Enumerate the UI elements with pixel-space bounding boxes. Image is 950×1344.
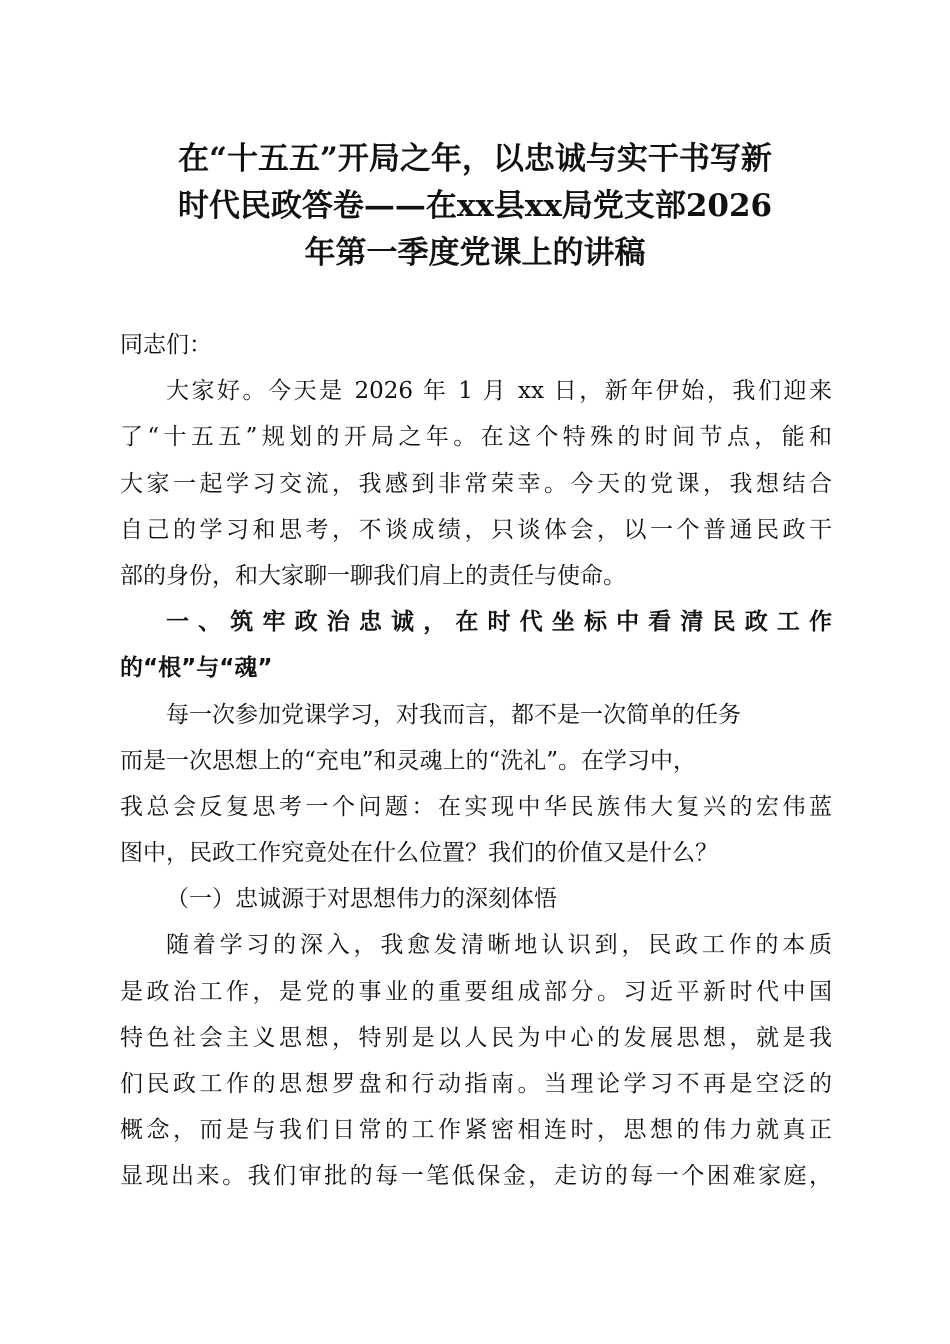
paragraph-line: 我总会反复思考一个问题：在实现中华民族伟大复兴的宏伟蓝 (120, 793, 832, 820)
section-1-paragraph (120, 692, 832, 877)
heading-line: 一、筑牢政治忠诚，在时代坐标中看清民政工作 (166, 609, 832, 636)
salutation: 同志们： (120, 332, 212, 358)
document-body (120, 322, 832, 1200)
paragraph-line: 显现出来。我们审批的每一笔低保金，走访的每一个困难家庭， (120, 1163, 832, 1190)
subsection-heading: （一）忠诚源于对思想伟力的深刻体悟 (166, 886, 557, 913)
heading-line: 的“根”与“魂” (120, 655, 273, 682)
paragraph-line: 随着学习的深入，我愈发清晰地认识到，民政工作的本质 (166, 932, 832, 959)
subsection-paragraph (120, 922, 832, 1199)
paragraph-line: 而是一次思想上的“充电”和灵魂上的“洗礼”。在学习中， (120, 747, 697, 774)
paragraph-line: 大家好。今天是 2026 年 1 月 xx 日，新年伊始，我们迎来 (166, 378, 832, 405)
intro-paragraph (120, 368, 832, 599)
paragraph-line: 图中，民政工作究竟处在什么位置？我们的价值又是什么？ (120, 840, 718, 867)
section-heading-1 (120, 599, 832, 691)
paragraph-line: 是政治工作，是党的事业的重要组成部分。习近平新时代中国 (120, 978, 832, 1005)
paragraph-line: 部的身份，和大家聊一聊我们肩上的责任与使命。 (120, 562, 626, 589)
paragraph-line: 概念，而是与我们日常的工作紧密相连时，思想的伟力就真正 (120, 1117, 832, 1144)
paragraph-line: 每一次参加党课学习，对我而言，都不是一次简单的任务 (166, 701, 741, 728)
paragraph-line: 自己的学习和思考，不谈成绩，只谈体会，以一个普通民政干 (120, 516, 832, 543)
paragraph-line: 了“十五五”规划的开局之年。在这个特殊的时间节点，能和 (120, 424, 832, 451)
paragraph-line: 特色社会主义思想，特别是以人民为中心的发展思想，就是我 (120, 1024, 832, 1051)
document-title (118, 136, 832, 277)
title-line: 年第一季度党课上的讲稿 (304, 235, 646, 271)
paragraph-line: 们民政工作的思想罗盘和行动指南。当理论学习不再是空泛的 (120, 1071, 832, 1097)
paragraph-line: 大家一起学习交流，我感到非常荣幸。今天的党课，我想结合 (120, 470, 832, 497)
title-line: 在“十五五”开局之年，以忠诚与实干书写新 (178, 141, 772, 177)
title-line: 时代民政答卷——在xx县xx局党支部2026 (177, 188, 773, 224)
